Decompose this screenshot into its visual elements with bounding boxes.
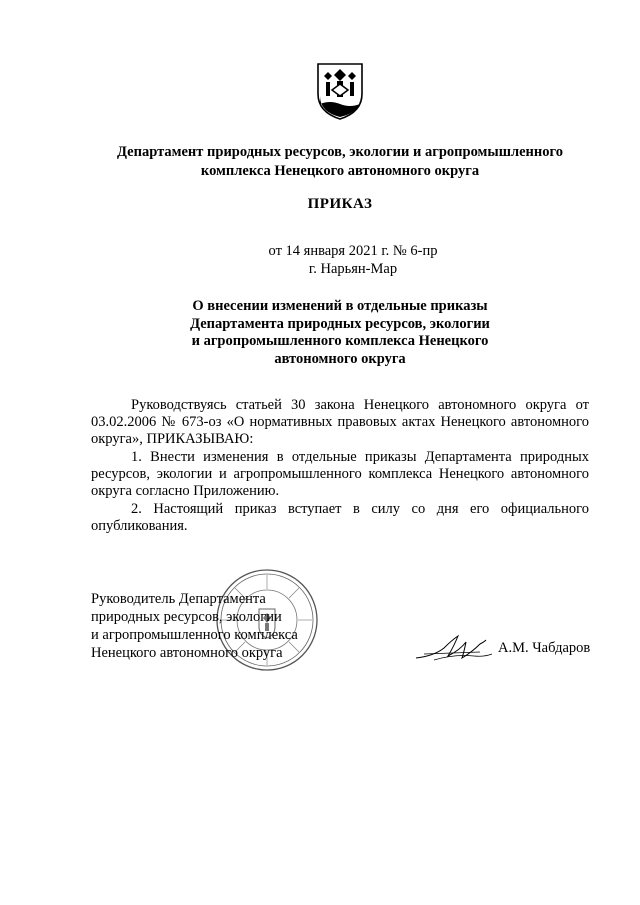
organization-name (80, 143, 600, 181)
signatory-title-line-4: Ненецкого автономного округа (91, 645, 283, 661)
document-subject (80, 298, 600, 368)
subject-line-1: О внесении изменений в отдельные приказы (192, 298, 488, 314)
organization-name-line-2: комплекса Ненецкого автономного округа (200, 163, 480, 179)
subject-line-3: и агропромышленного комплекса Ненецкого (191, 333, 489, 349)
signatory-title-line-1: Руководитель Департамента (91, 591, 266, 607)
preamble-paragraph: Руководствуясь статьей 30 закона Ненецкого автономного округа от 03.02.2006 № 673-оз «О нормативных правовых актах Ненецкого автономного округа», ПРИКАЗЫВАЮ: (91, 397, 589, 447)
signatory-title-line-3: и агропромышленного комплекса (91, 627, 298, 643)
document-type-title: ПРИКАЗ (307, 196, 373, 212)
date-and-number: от 14 января 2021 г. № 6-пр (268, 243, 438, 259)
order-item-1: 1. Внести изменения в отдельные приказы Департамента природных ресурсов, экологии и агропромышленного комплекса Ненецкого автономного округа согласно Приложению. (91, 449, 589, 499)
signatory-title (91, 590, 351, 662)
signatory-title-line-2: природных ресурсов, экологии (91, 609, 282, 625)
subject-line-2: Департамента природных ресурсов, экологии (190, 315, 490, 332)
document-meta (80, 242, 600, 278)
subject-line-4: автономного округа (274, 350, 406, 367)
document-body (91, 397, 589, 535)
organization-name-line-1: Департамент природных ресурсов, экологии и агропромышленного (117, 144, 563, 160)
nenets-coat-of-arms-icon (314, 60, 366, 122)
city: г. Нарьян-Мар (308, 261, 398, 277)
handwritten-signature-icon (414, 632, 496, 664)
signatory-name: А.М. Чабдаров (498, 640, 591, 656)
order-item-2: 2. Настоящий приказ вступает в силу со дня его официального опубликования. (91, 501, 589, 534)
